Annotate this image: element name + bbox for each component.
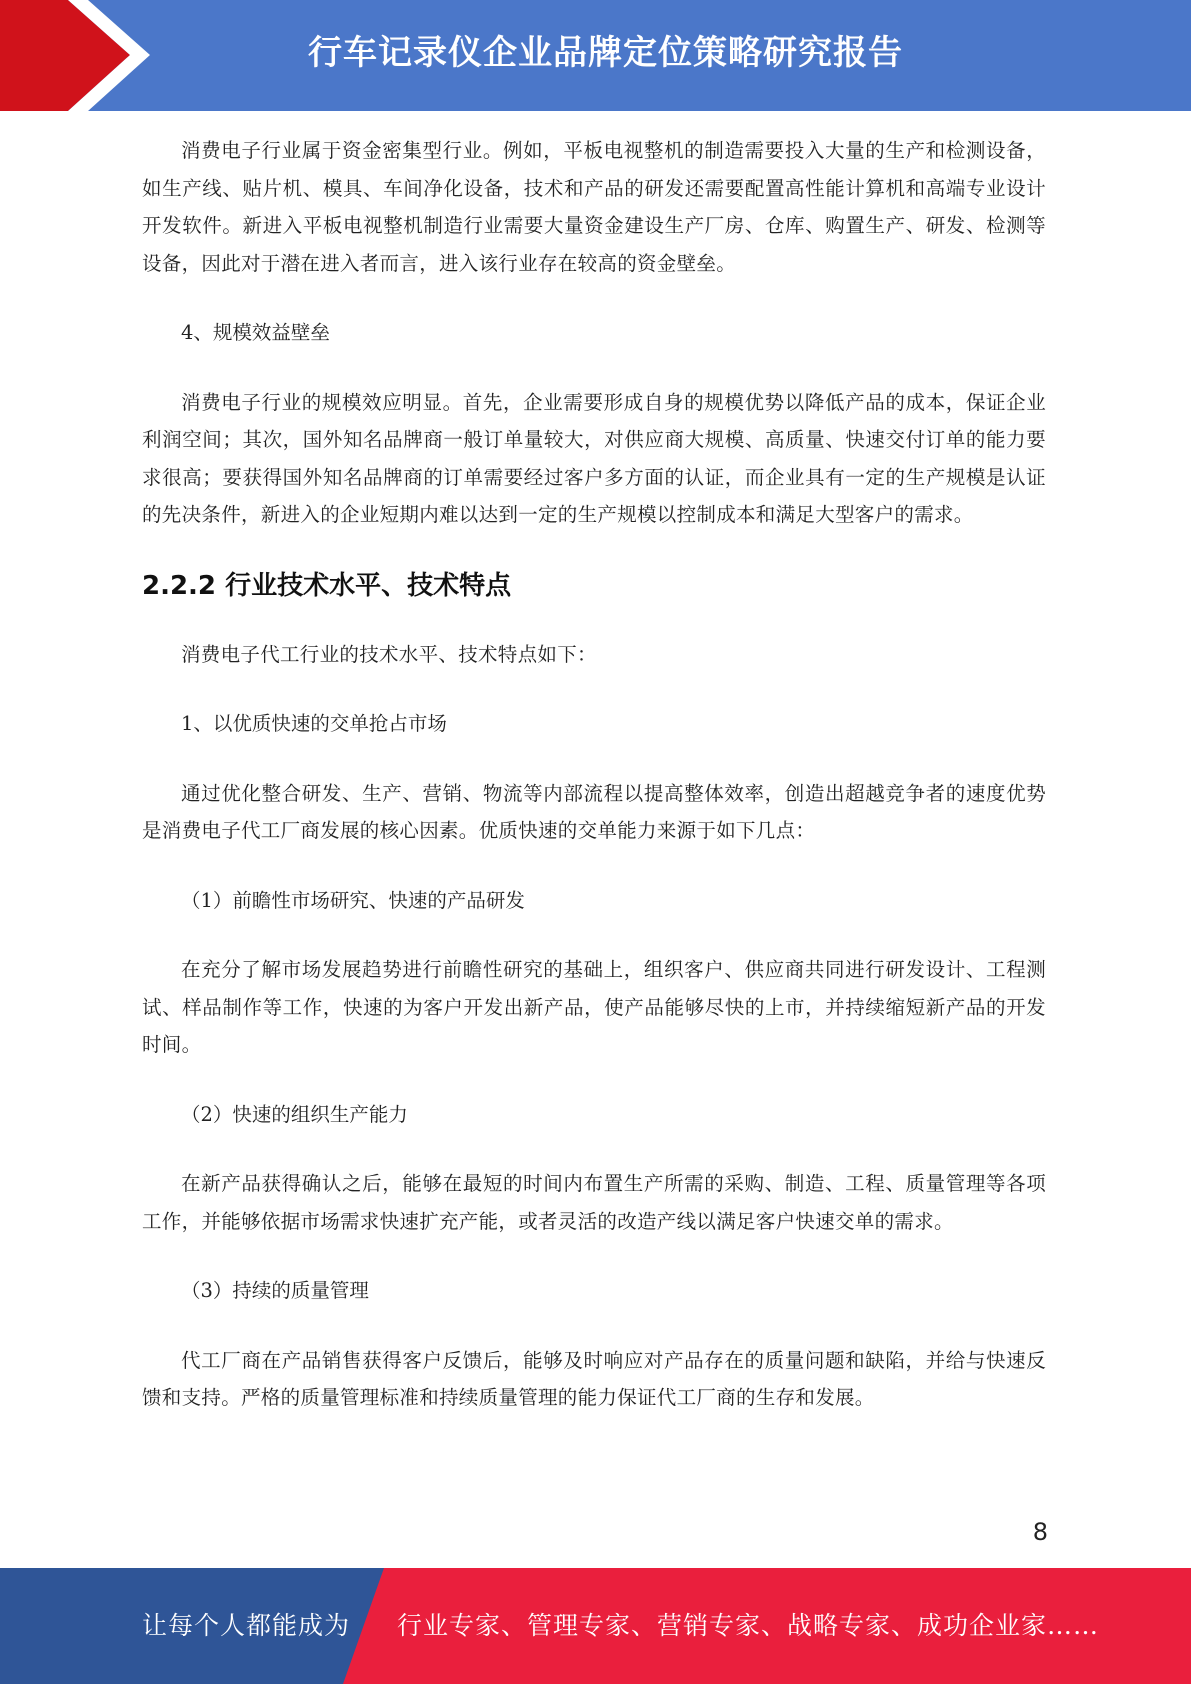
page-header bbox=[0, 0, 1191, 111]
subheading-scale-barrier: 4、规模效益壁垒 bbox=[181, 321, 330, 344]
subheading-market-research: （1）前瞻性市场研究、快速的产品研发 bbox=[181, 888, 525, 912]
footer-slogan-roles: 行业专家、管理专家、营销专家、战略专家、成功企业家…… bbox=[397, 1611, 1100, 1640]
document-body bbox=[142, 132, 1046, 1449]
paragraph-scale-barrier: 消费电子行业的规模效应明显。首先，企业需要形成自身的规模优势以降低产品的成本，保证企业利润空间；其次，国外知名品牌商一般订单量较大，对供应商大规模、高质量、快速交付订单的能力要求很高；要获得国外知名品牌商的订单需要经过客户多方面的认证，而企业具有一定的生产规模是认证的先决条件，新进入的企业短期内难以达到一定的生产规模以控制成本和满足大型客户的需求。 bbox=[142, 390, 1046, 526]
report-title: 行车记录仪企业品牌定位策略研究报告 bbox=[308, 33, 903, 73]
subheading-production-capacity: （2）快速的组织生产能力 bbox=[181, 1102, 408, 1126]
page-footer bbox=[0, 1568, 1191, 1684]
section-heading-2-2-2: 2.2.2 行业技术水平、技术特点 bbox=[142, 570, 512, 601]
paragraph-tech-intro: 消费电子代工行业的技术水平、技术特点如下： bbox=[181, 642, 597, 666]
subheading-fast-delivery: 1、以优质快速的交单抢占市场 bbox=[181, 712, 447, 735]
paragraph-fast-delivery: 通过优化整合研发、生产、营销、物流等内部流程以提高整体效率，创造出超越竞争者的速度优势是消费电子代工厂商发展的核心因素。优质快速的交单能力来源于如下几点： bbox=[142, 781, 1046, 842]
paragraph-production-capacity: 在新产品获得确认之后，能够在最短的时间内布置生产所需的采购、制造、工程、质量管理等各项工作，并能够依据市场需求快速扩充产能，或者灵活的改造产线以满足客户快速交单的需求。 bbox=[142, 1172, 1046, 1233]
paragraph-quality-management: 代工厂商在产品销售获得客户反馈后，能够及时响应对产品存在的质量问题和缺陷，并给与快速反馈和支持。严格的质量管理标准和持续质量管理的能力保证代工厂商的生存和发展。 bbox=[142, 1348, 1046, 1409]
page-number: 8 bbox=[1032, 1518, 1048, 1546]
footer-slogan-lead: 让每个人都能成为 bbox=[142, 1611, 351, 1640]
paragraph-capital-barrier: 消费电子行业属于资金密集型行业。例如，平板电视整机的制造需要投入大量的生产和检测设备，如生产线、贴片机、模具、车间净化设备，技术和产品的研发还需要配置高性能计算机和高端专业设计开发软件。新进入平板电视整机制造行业需要大量资金建设生产厂房、仓库、购置生产、研发、检测等设备，因此对于潜在进入者而言，进入该行业存在较高的资金壁垒。 bbox=[142, 139, 1046, 275]
subheading-quality-management: （3）持续的质量管理 bbox=[181, 1279, 369, 1302]
paragraph-market-research: 在充分了解市场发展趋势进行前瞻性研究的基础上，组织客户、供应商共同进行研发设计、工程测试、样品制作等工作，快速的为客户开发出新产品，使产品能够尽快的上市，并持续缩短新产品的开发时间。 bbox=[142, 958, 1046, 1056]
